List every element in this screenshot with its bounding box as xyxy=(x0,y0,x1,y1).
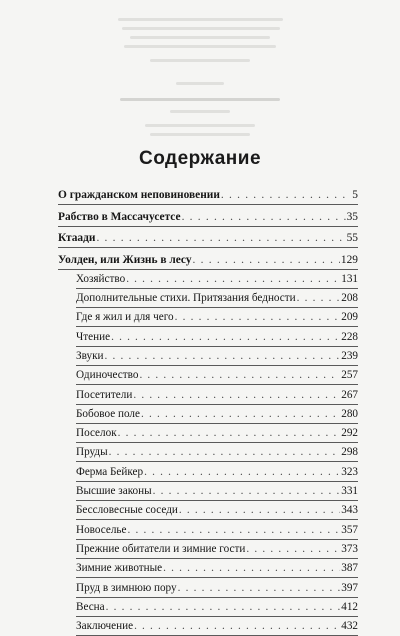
dot-leader xyxy=(96,231,345,245)
toc-entry-page: 5 xyxy=(352,189,358,201)
toc-entry-title: Звуки xyxy=(76,349,104,362)
toc-entry-major[interactable] xyxy=(58,184,358,202)
toc-entry-title: Чтение xyxy=(76,330,111,343)
toc-entry-chapter[interactable] xyxy=(58,267,358,286)
toc-entry-chapter[interactable] xyxy=(58,498,358,517)
toc-entry-page: 331 xyxy=(341,485,358,498)
toc-entry-page: 357 xyxy=(341,523,358,536)
toc-entry-chapter[interactable] xyxy=(58,479,358,498)
toc-entry-chapter[interactable] xyxy=(58,575,358,594)
toc-entry-page: 131 xyxy=(341,272,358,285)
toc-entry-page: 373 xyxy=(341,542,358,555)
toc-entry-title: Новоселье xyxy=(76,523,127,536)
dot-leader xyxy=(111,330,340,344)
toc-entry-title: Высшие законы xyxy=(76,485,152,498)
toc-entry-title: Пруд в зимнюю пору xyxy=(76,581,177,594)
dot-leader xyxy=(109,445,341,459)
toc-entry-chapter[interactable] xyxy=(58,324,358,343)
dot-leader xyxy=(141,407,340,421)
toc-entry-major[interactable] xyxy=(58,224,358,246)
toc-entry-title: Прежние обитатели и зимние гости xyxy=(76,542,246,555)
dot-leader xyxy=(193,253,340,267)
toc-entry-title: Посетители xyxy=(76,388,133,401)
page-title: Содержание xyxy=(138,148,262,169)
dot-leader xyxy=(175,310,341,324)
toc-entry-page: 209 xyxy=(341,311,358,324)
toc-entry-title: Дополнительные стихи. Притязания бедности xyxy=(76,292,296,305)
toc-entry-title: Одиночество xyxy=(76,369,139,382)
toc-entry-page: 55 xyxy=(346,232,358,244)
toc-entry-page: 343 xyxy=(341,504,358,517)
toc-entry-chapter[interactable] xyxy=(58,421,358,440)
toc-entry-chapter[interactable] xyxy=(58,595,358,614)
dot-leader xyxy=(133,388,340,402)
toc-entry-chapter[interactable] xyxy=(58,382,358,401)
toc-entry-page: 239 xyxy=(341,349,358,362)
dot-leader xyxy=(127,523,340,537)
toc-entry-page: 432 xyxy=(341,620,358,633)
toc-entry-major[interactable] xyxy=(58,202,358,224)
toc-entry-chapter[interactable] xyxy=(58,517,358,536)
toc-entry-title: Рабство в Массачусетсе xyxy=(58,210,181,223)
toc-entry-chapter[interactable] xyxy=(58,286,358,305)
dot-leader xyxy=(178,581,341,595)
dot-leader xyxy=(105,349,341,363)
toc-entry-chapter[interactable] xyxy=(58,363,358,382)
dot-leader xyxy=(134,619,340,633)
toc-entry-chapter[interactable] xyxy=(58,344,358,363)
dot-leader xyxy=(182,210,346,224)
toc-entry-chapter[interactable] xyxy=(58,305,358,324)
toc-entry-title: Весна xyxy=(76,600,105,613)
toc-entry-title: Ктаади xyxy=(58,232,96,244)
dot-leader xyxy=(179,503,340,517)
toc-entry-title: Пруды xyxy=(76,446,108,459)
toc-entry-page: 323 xyxy=(341,465,358,478)
toc-entry-chapter[interactable] xyxy=(58,459,358,478)
dot-leader xyxy=(246,542,340,556)
toc-entry-page: 35 xyxy=(346,210,358,223)
toc-entry-title: О гражданском неповиновении xyxy=(58,189,220,201)
toc-entry-chapter[interactable] xyxy=(58,614,358,633)
toc-entry-page: 208 xyxy=(341,292,358,305)
toc-entry-chapter[interactable] xyxy=(58,440,358,459)
toc-entry-title: Бобовое поле xyxy=(76,407,140,420)
toc-entry-title: Поселок xyxy=(76,427,117,440)
dot-leader xyxy=(163,561,340,575)
dot-leader xyxy=(144,465,340,479)
dot-leader xyxy=(221,188,351,202)
toc-entry-page: 397 xyxy=(341,581,358,594)
toc-entry-title: Зимние животные xyxy=(76,562,163,575)
dot-leader xyxy=(118,426,341,440)
toc-entry-page: 129 xyxy=(340,253,358,266)
dot-leader xyxy=(297,291,341,305)
toc-entry-title: Где я жил и для чего xyxy=(76,311,174,324)
toc-entry-page: 280 xyxy=(341,407,358,420)
dot-leader xyxy=(139,368,340,382)
toc-entry-title: Хозяйство xyxy=(76,272,126,285)
toc-entry-page: 267 xyxy=(341,388,358,401)
toc-entry-chapter[interactable] xyxy=(58,402,358,421)
toc-entry-title: Уолден, или Жизнь в лесу xyxy=(58,253,192,266)
toc-entry-page: 292 xyxy=(341,427,358,440)
toc-entry-page: 257 xyxy=(341,369,358,382)
dot-leader xyxy=(106,600,341,614)
dot-leader xyxy=(153,484,341,498)
dot-leader xyxy=(126,272,340,286)
toc-entry-chapter[interactable] xyxy=(58,537,358,556)
toc-entry-page: 412 xyxy=(341,600,358,613)
toc-entry-title: Ферма Бейкер xyxy=(76,465,144,478)
toc-entry-page: 228 xyxy=(341,330,358,343)
toc-entry-major[interactable] xyxy=(58,245,358,267)
bleed-through-text xyxy=(0,0,400,140)
toc-entry-title: Бессловесные соседи xyxy=(76,504,178,517)
toc-entry-chapter[interactable] xyxy=(58,556,358,575)
toc-entry-page: 387 xyxy=(341,562,358,575)
table-of-contents xyxy=(58,184,358,633)
toc-entry-title: Заключение xyxy=(76,620,134,633)
toc-entry-page: 298 xyxy=(341,446,358,459)
